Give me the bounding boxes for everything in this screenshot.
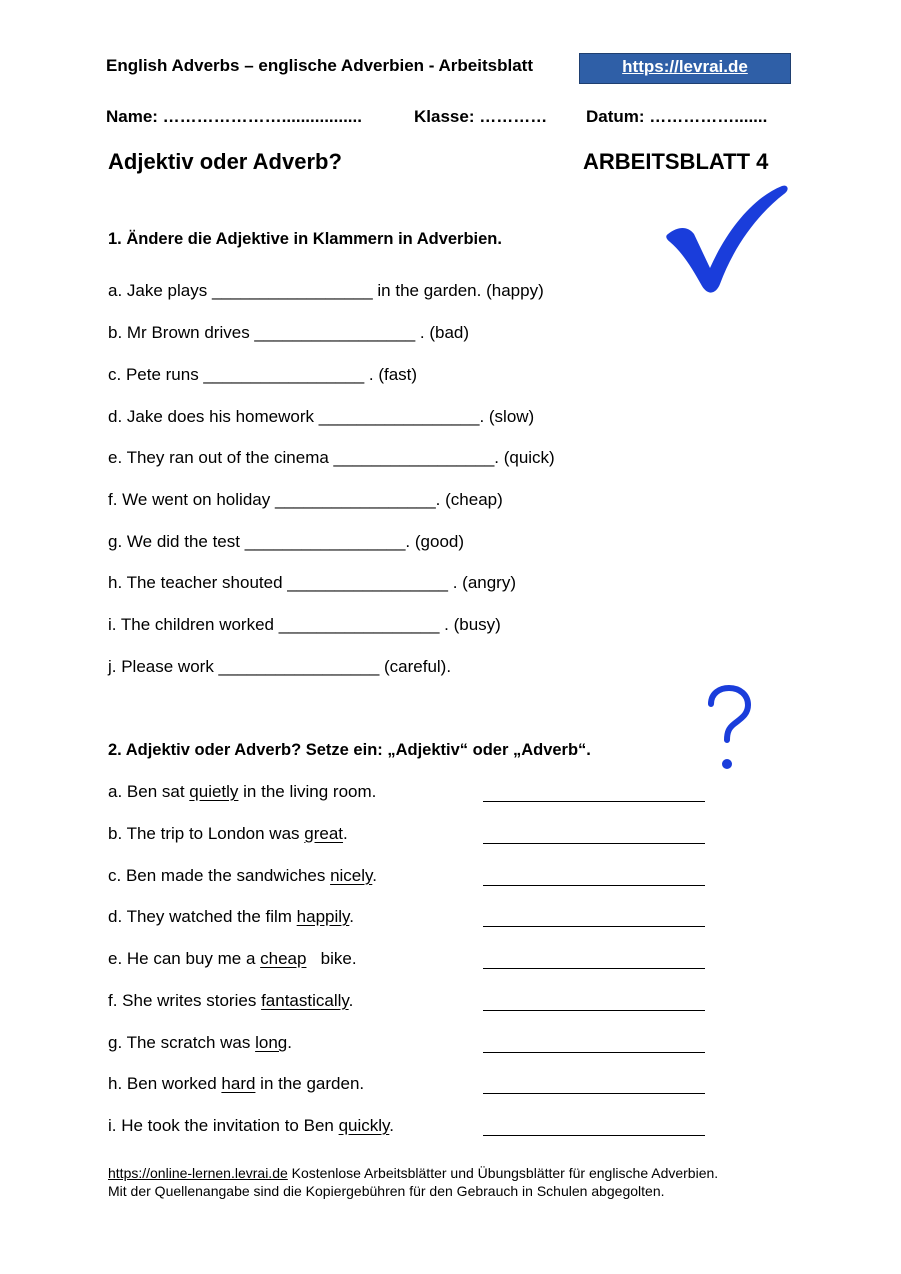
exercise1-item: d. Jake does his homework _________________. (slow) (108, 407, 535, 426)
answer-line[interactable] (483, 801, 705, 802)
underlined-word: nicely (330, 866, 373, 885)
exercise1-item: c. Pete runs _________________ . (fast) (108, 365, 418, 384)
sentence-start: i. He took the invitation to Ben (108, 1116, 339, 1135)
page-heading: Adjektiv oder Adverb? (108, 149, 342, 174)
answer-line[interactable] (483, 926, 705, 927)
question-mark-icon (703, 684, 755, 774)
footer-line-2: Mit der Quellenangabe sind die Kopiergebühren für den Gebrauch in Schulen abgegolten. (108, 1183, 665, 1199)
footer-link[interactable]: https://online-lernen.levrai.de (108, 1165, 288, 1181)
checkmark-icon (664, 182, 790, 297)
exercise2-item (108, 824, 348, 844)
exercise1-item: j. Please work _________________ (careful). (108, 657, 452, 676)
name-field: Name: …………………................. (106, 107, 362, 126)
sentence-end: . (349, 907, 355, 926)
klasse-field: Klasse: ………… (414, 107, 548, 126)
exercise1-item: e. They ran out of the cinema _________________. (quick) (108, 448, 555, 467)
answer-line[interactable] (483, 968, 705, 969)
sentence-start: b. The trip to London was (108, 824, 305, 843)
underlined-word: quietly (189, 782, 239, 801)
exercise1-item: a. Jake plays _________________ in the garden. (happy) (108, 281, 544, 300)
sentence-start: g. The scratch was (108, 1033, 256, 1052)
exercise2-item (108, 949, 357, 969)
site-link[interactable]: https://levrai.de (622, 57, 748, 76)
underlined-word: fantastically (261, 991, 349, 1010)
section2-heading: 2. Adjektiv oder Adverb? Setze ein: „Adjektiv“ oder „Adverb“. (108, 741, 591, 759)
datum-field: Datum: ……………....... (586, 107, 768, 126)
exercise2-item (108, 866, 377, 886)
answer-line[interactable] (483, 1093, 705, 1094)
sheet-number: ARBEITSBLATT 4 (583, 149, 769, 174)
underlined-word: cheap (260, 949, 307, 968)
sentence-end: in the living room. (238, 782, 377, 801)
sentence-end: bike. (306, 949, 357, 968)
sentence-end: . (287, 1033, 292, 1052)
site-link-box[interactable] (579, 53, 791, 84)
sentence-start: d. They watched the film (108, 907, 297, 926)
sentence-end: . (372, 866, 378, 885)
exercise1-item: g. We did the test _________________. (good) (108, 532, 465, 551)
sentence-end: . (389, 1116, 395, 1135)
sentence-start: f. She writes stories (108, 991, 262, 1010)
exercise1-item: f. We went on holiday _________________. (cheap) (108, 490, 503, 509)
sentence-start: h. Ben worked (108, 1074, 222, 1093)
footer (108, 1164, 718, 1200)
exercise2-item (108, 907, 354, 927)
exercise2-item (108, 1116, 394, 1136)
exercise2-item (108, 991, 353, 1011)
underlined-word: quickly (338, 1116, 390, 1135)
answer-line[interactable] (483, 843, 705, 844)
exercise2-item (108, 1074, 364, 1094)
answer-line[interactable] (483, 1135, 705, 1136)
answer-line[interactable] (483, 1010, 705, 1011)
footer-text: Kostenlose Arbeitsblätter und Übungsblätter für englische Adverbien. (287, 1165, 719, 1181)
underlined-word: great (304, 824, 344, 843)
exercise1-item: i. The children worked _________________ . (busy) (108, 615, 501, 634)
sentence-start: c. Ben made the sandwiches (108, 866, 331, 885)
sentence-end: . (343, 824, 348, 843)
exercise2-item (108, 782, 376, 802)
exercise1-item: b. Mr Brown drives _________________ . (bad) (108, 323, 470, 342)
sentence-end: . (348, 991, 354, 1010)
answer-line[interactable] (483, 885, 705, 886)
underlined-word: hard (221, 1074, 256, 1093)
answer-line[interactable] (483, 1052, 705, 1053)
worksheet-title: English Adverbs – englische Adverbien - Arbeitsblatt (106, 56, 533, 75)
section1-heading: 1. Ändere die Adjektive in Klammern in Adverbien. (108, 230, 502, 248)
footer-line-1 (108, 1164, 718, 1182)
underlined-word: happily (296, 907, 350, 926)
sentence-end: in the garden. (255, 1074, 365, 1093)
exercise1-item: h. The teacher shouted _________________ . (angry) (108, 573, 516, 592)
sentence-start: a. Ben sat (108, 782, 190, 801)
underlined-word: long (255, 1033, 288, 1052)
exercise2-item (108, 1033, 292, 1053)
sentence-start: e. He can buy me a (108, 949, 261, 968)
